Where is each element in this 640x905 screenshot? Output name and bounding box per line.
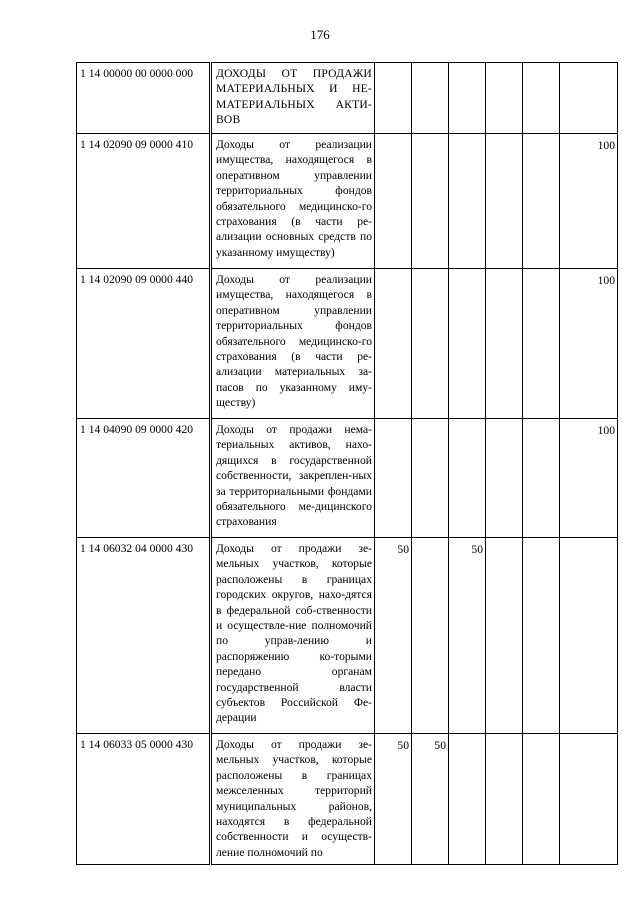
share-cell: 100 (560, 419, 618, 538)
share-cell (486, 538, 523, 734)
share-cell (486, 734, 523, 865)
share-cell (449, 734, 486, 865)
share-cell (412, 538, 449, 734)
share-cell: 100 (560, 134, 618, 269)
revenue-code: 1 14 02090 09 0000 440 (77, 269, 211, 419)
table-row (77, 134, 618, 269)
table-row (77, 419, 618, 538)
page-number: 176 (310, 27, 330, 42)
share-cell (375, 269, 412, 419)
share-cell (412, 419, 449, 538)
revenue-name: Доходы от реализации имущества, находящегося в оперативном управлении территориальных фондов обязательного медицинско-го страхования (в части ре-ализации основных средств по указанному имуществу) (211, 134, 375, 269)
share-cell (560, 538, 618, 734)
share-cell: 100 (560, 269, 618, 419)
table-row (77, 63, 618, 134)
share-cell (486, 134, 523, 269)
revenue-name: Доходы от продажи зе-мельных участков, которые расположены в границах межселенных территорий муниципальных районов, находятся в федеральной собственности и осуществ-ление полномочий по (211, 734, 375, 865)
share-cell (523, 63, 560, 134)
share-cell (375, 419, 412, 538)
revenue-name: Доходы от реализации имущества, находящегося в оперативном управлении территориальных фондов обязательного медицинско-го страхования (в части ре-ализации материальных за-пасов по указанному иму-ществу) (211, 269, 375, 419)
table-row (77, 538, 618, 734)
share-cell (523, 538, 560, 734)
share-cell (449, 419, 486, 538)
share-cell (412, 63, 449, 134)
share-cell (449, 269, 486, 419)
revenue-distribution-table (76, 62, 618, 865)
share-cell (412, 134, 449, 269)
revenue-code: 1 14 00000 00 0000 000 (77, 63, 211, 134)
share-cell (560, 63, 618, 134)
share-cell (486, 269, 523, 419)
table-row (77, 269, 618, 419)
share-cell: 50 (449, 538, 486, 734)
share-cell (375, 63, 412, 134)
share-cell (523, 419, 560, 538)
revenue-name: Доходы от продажи нема-териальных активов, нахо-дящихся в государственной собственности, закреплен-ных за территориальными фондами обязательного ме-дицинского страхования (211, 419, 375, 538)
share-cell (486, 63, 523, 134)
revenue-code: 1 14 06032 04 0000 430 (77, 538, 211, 734)
revenue-name: Доходы от продажи зе-мельных участков, которые расположены в границах городских округов, нахо-дятся в федеральной соб-ственности и осуществле-ние полномочий по управ-лению и распоряжению ко-торыми передано органам государственной власти субъектов Российской Фе-дерации (211, 538, 375, 734)
revenue-code: 1 14 04090 09 0000 420 (77, 419, 211, 538)
revenue-code: 1 14 06033 05 0000 430 (77, 734, 211, 865)
share-cell (449, 63, 486, 134)
revenue-code: 1 14 02090 09 0000 410 (77, 134, 211, 269)
share-cell (449, 134, 486, 269)
share-cell: 50 (375, 538, 412, 734)
share-cell (412, 269, 449, 419)
share-cell (375, 134, 412, 269)
share-cell (523, 134, 560, 269)
share-cell: 50 (412, 734, 449, 865)
table-row (77, 734, 618, 865)
share-cell (523, 269, 560, 419)
revenue-name: ДОХОДЫ ОТ ПРОДАЖИ МАТЕРИАЛЬНЫХ И НЕ-МАТЕРИАЛЬНЫХ АКТИ-ВОВ (211, 63, 375, 134)
share-cell (523, 734, 560, 865)
share-cell (560, 734, 618, 865)
share-cell: 50 (375, 734, 412, 865)
share-cell (486, 419, 523, 538)
